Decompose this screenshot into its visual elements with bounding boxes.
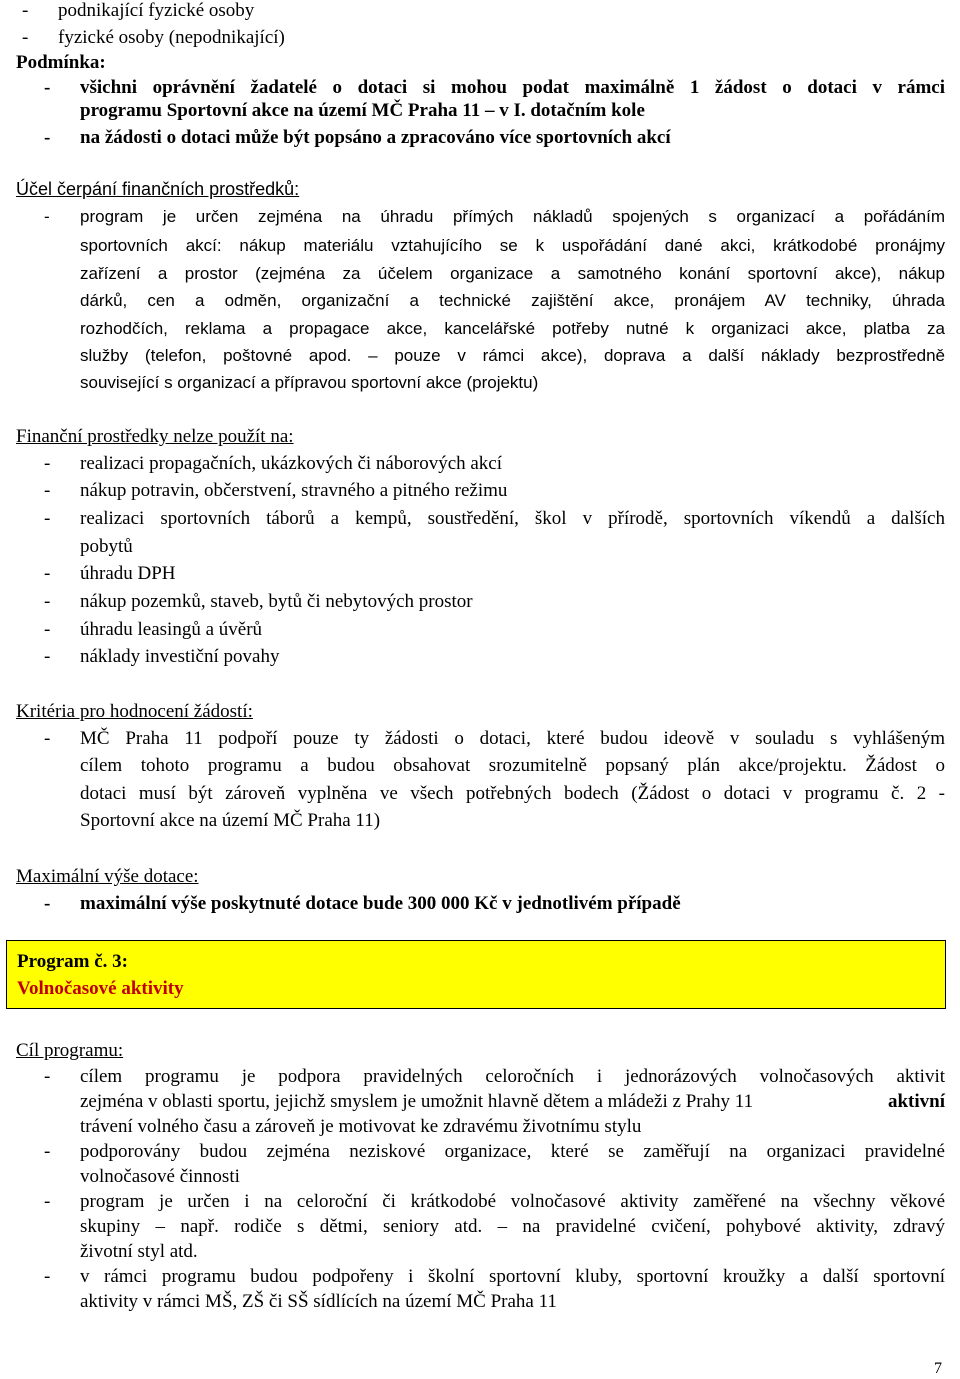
list-item-text: náklady investiční povahy — [80, 646, 280, 667]
program-title: Program č. 3: — [17, 951, 128, 972]
list-item-text: dotaci musí být zároveň vyplněna ve všech potřebných bodech (Žádost o dotaci v programu č. 2 - — [80, 783, 945, 804]
list-item-text: na žádosti o dotaci může být popsáno a zpracováno více sportovních akcí — [80, 127, 671, 148]
list-item-text: realizaci propagačních, ukázkových či náborových akcí — [80, 453, 503, 474]
list-item-text: maximální výše poskytnuté dotace bude 300 000 Kč v jednotlivém případě — [80, 893, 681, 914]
emphasis-text: aktivní — [887, 1091, 945, 1112]
list-item-text: aktivity v rámci MŠ, ZŠ či SŠ sídlících na území MČ Praha 11 — [80, 1291, 557, 1312]
list-item-text: podporovány budou zejména neziskové organizace, které se zaměřují na organizaci pravidelné — [80, 1141, 945, 1162]
bullet-dash: - — [44, 563, 51, 584]
list-item-text: cílem programu je podpora pravidelných celoročních i jednorázových volnočasových aktivit — [80, 1066, 945, 1087]
list-item-text: dárků, cen a odměn, organizační a technické zajištění akce, pronájem AV techniky, úhrada — [80, 291, 945, 310]
list-item-text: všichni oprávnění žadatelé o dotaci si mohou podat maximálně 1 žádost o dotaci v rámci — [80, 77, 945, 98]
list-item-text: nákup pozemků, staveb, bytů či nebytových prostor — [80, 591, 473, 612]
section-heading-cil: Cíl programu: — [16, 1040, 124, 1061]
list-item-text: služby (telefon, poštovné apod. – pouze v rámci akce), doprava a další náklady bezprostředně — [80, 346, 945, 365]
list-item-text: cílem tohoto programu a budou obsahovat srozumitelně popsaný plán akce/projektu. Žádost o — [80, 755, 945, 776]
list-item-text: volnočasové činnosti — [80, 1166, 240, 1187]
section-heading-kriteria: Kritéria pro hodnocení žádostí: — [16, 701, 253, 722]
list-item-text: rozhodčích, reklama a propagace akce, kancelářské potřeby nutné k organizaci akce, platba za — [80, 319, 945, 338]
section-heading-ucel: Účel čerpání finančních prostředků: — [16, 179, 300, 199]
section-heading-nelze: Finanční prostředky nelze použít na: — [16, 426, 294, 447]
bullet-dash: - — [44, 1141, 51, 1162]
page-number: 7 — [934, 1360, 942, 1377]
list-item-text: životní styl atd. — [80, 1241, 198, 1262]
bullet-dash: - — [22, 27, 29, 48]
bullet-dash: - — [44, 591, 51, 612]
bullet-dash: - — [44, 1191, 51, 1212]
list-item-text: program je určen zejména na úhradu přímých nákladů spojených s organizací a pořádáním — [80, 207, 945, 226]
bullet-dash: - — [44, 1266, 51, 1287]
section-heading-maximalni: Maximální výše dotace: — [16, 866, 199, 887]
list-item-text: fyzické osoby (nepodnikající) — [58, 27, 285, 48]
list-item-text: program je určen i na celoroční či krátkodobé volnočasové aktivity zaměřené na všechny věkové — [80, 1191, 945, 1212]
list-item-text: související s organizací a přípravou sportovní akce (projektu) — [80, 373, 539, 392]
bullet-dash: - — [44, 508, 51, 529]
list-item-text: zařízení a prostor (zejména za účelem organizace a samotného konání sportovní akce), nákup — [80, 264, 945, 283]
list-item-text: v rámci programu budou podpořeny i školní sportovní kluby, sportovní kroužky a další sportovní — [80, 1266, 945, 1287]
bullet-dash: - — [44, 127, 51, 148]
list-item-text: skupiny – např. rodiče s dětmi, seniory atd. – na pravidelné cvičení, pohybové aktivity, zdravý — [80, 1216, 945, 1237]
list-item-text: sportovních akcí: nákup materiálu vztahujícího se k uspořádání dané akci, krátkodobé pronájmy — [80, 236, 945, 255]
list-item-text: podnikající fyzické osoby — [58, 0, 255, 21]
list-item-text: realizaci sportovních táborů a kempů, soustředění, škol v přírodě, sportovních víkendů a dalších — [80, 508, 945, 529]
list-item-text: pobytů — [80, 536, 133, 557]
list-item-text: MČ Praha 11 podpoří pouze ty žádosti o dotaci, které budou ideově v souladu s vyhlášeným — [80, 728, 945, 749]
bullet-dash: - — [44, 728, 51, 749]
list-item-text: úhradu DPH — [80, 563, 176, 584]
list-item-text: trávení volného času a zároveň je motivovat ke zdravému životnímu stylu — [80, 1116, 642, 1137]
bullet-dash: - — [44, 1066, 51, 1087]
bullet-dash: - — [44, 207, 50, 226]
program-name: Volnočasové aktivity — [17, 978, 184, 999]
bullet-dash: - — [22, 0, 29, 21]
list-item-text: úhradu leasingů a úvěrů — [80, 619, 263, 640]
bullet-dash: - — [44, 893, 51, 914]
bullet-dash: - — [44, 646, 51, 667]
list-item-text: zejména v oblasti sportu, jejichž smyslem je umožnit hlavně dětem a mládeži z Prahy 11 — [80, 1091, 754, 1112]
program-highlight-box — [6, 940, 946, 1009]
bullet-dash: - — [44, 619, 51, 640]
list-item-text: programu Sportovní akce na území MČ Praha 11 – v I. dotačním kole — [80, 100, 645, 121]
bullet-dash: - — [44, 77, 51, 98]
list-item-text: Sportovní akce na území MČ Praha 11) — [80, 810, 381, 831]
bullet-dash: - — [44, 480, 51, 501]
section-heading-podminka: Podmínka: — [16, 52, 106, 73]
bullet-dash: - — [44, 453, 51, 474]
list-item-text: nákup potravin, občerstvení, stravného a pitného režimu — [80, 480, 508, 501]
